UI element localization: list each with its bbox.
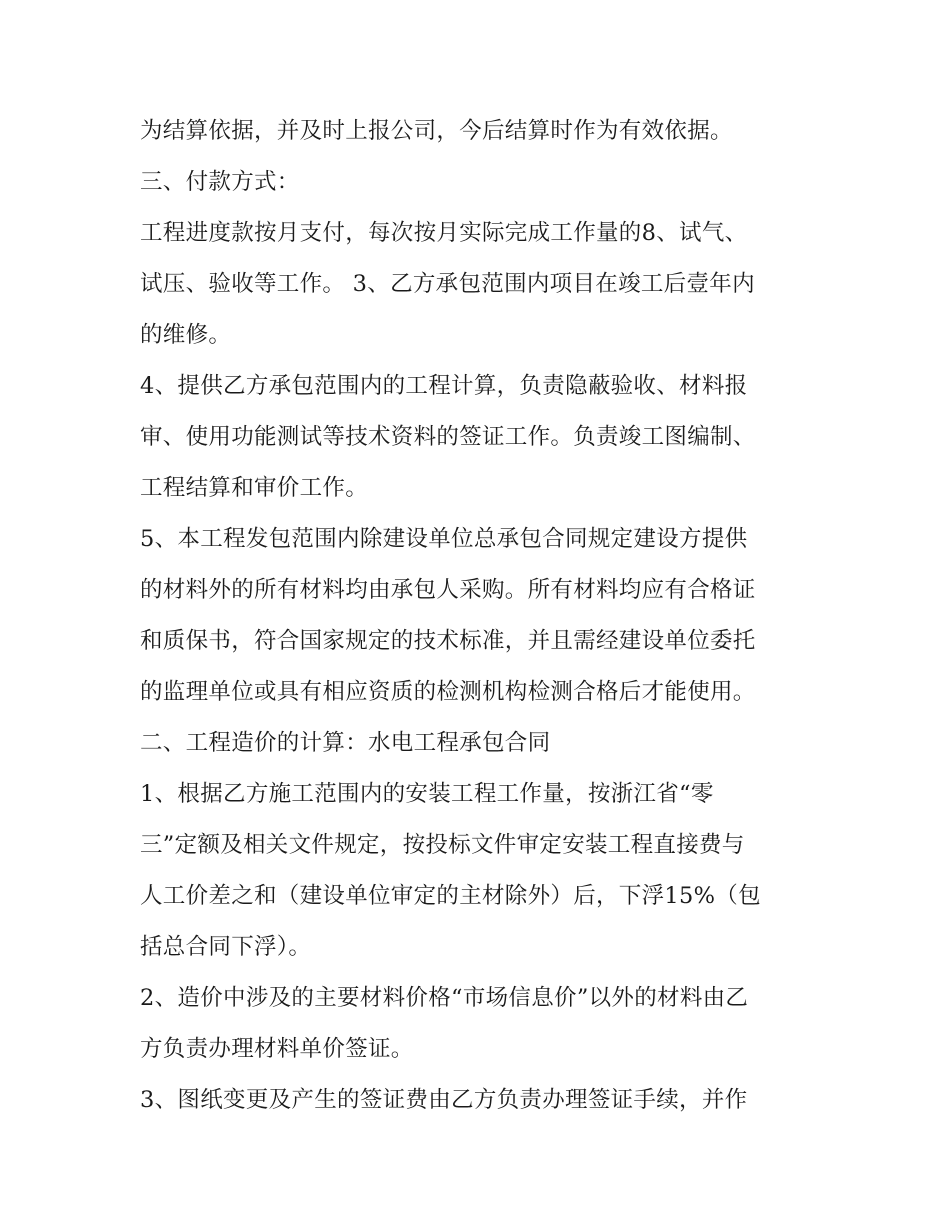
text-line: 括总合同下浮）。 — [140, 934, 312, 960]
text-line: 三”定额及相关文件规定，按投标文件审定安装工程直接费与 — [140, 832, 745, 858]
text-line: 工程结算和审价工作。 — [140, 475, 369, 501]
text-line: 的维修。 — [140, 322, 232, 348]
text-line: 工程进度款按月支付，每次按月实际完成工作量的8、试气、 — [140, 220, 748, 246]
section-heading: 三、付款方式： — [140, 169, 300, 195]
text-line: 的材料外的所有材料均由承包人采购。所有材料均应有合格证 — [140, 577, 756, 603]
text-line: 5、本工程发包范围内除建设单位总承包合同规定建设方提供 — [140, 526, 748, 552]
text-line: 的监理单位或具有相应资质的检测机构检测合格后才能使用。 — [140, 679, 756, 705]
text-line: 4、提供乙方承包范围内的工程计算，负责隐蔽验收、材料报 — [140, 373, 748, 399]
text-line: 方负责办理材料单价签证。 — [140, 1036, 414, 1062]
text-line: 人工价差之和（建设单位审定的主材除外）后，下浮15%（包 — [140, 883, 761, 909]
text-line: 审、使用功能测试等技术资料的签证工作。负责竣工图编制、 — [140, 424, 756, 450]
text-line: 2、造价中涉及的主要材料价格“市场信息价”以外的材料由乙 — [140, 985, 749, 1011]
text-line: 试压、验收等工作。 3、乙方承包范围内项目在竣工后壹年内 — [140, 271, 755, 297]
section-heading: 二、工程造价的计算：水电工程承包合同 — [140, 730, 551, 756]
text-line: 和质保书，符合国家规定的技术标准，并且需经建设单位委托 — [140, 628, 756, 654]
text-line: 1、根据乙方施工范围内的安装工程工作量，按浙江省“零 — [140, 781, 714, 807]
text-line: 为结算依据，并及时上报公司，今后结算时作为有效依据。 — [140, 118, 733, 144]
document-body — [140, 106, 820, 1126]
text-line: 3、图纸变更及产生的签证费由乙方负责办理签证手续，并作 — [140, 1087, 748, 1113]
